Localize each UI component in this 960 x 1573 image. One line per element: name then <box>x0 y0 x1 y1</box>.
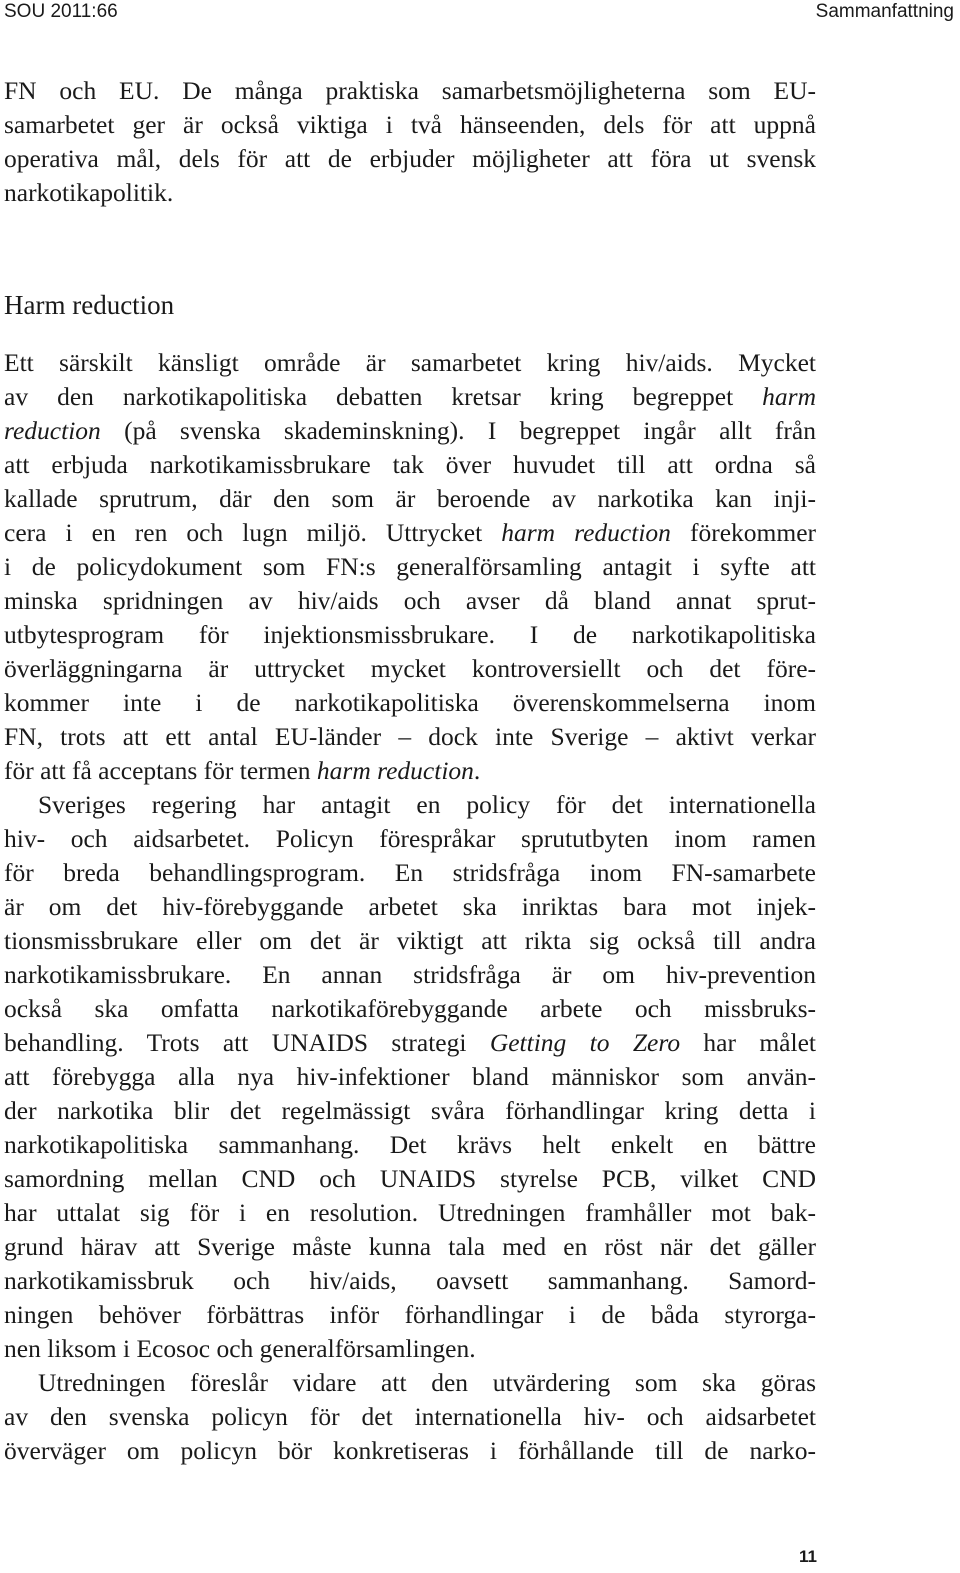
text-line: tionsmissbrukare eller om det är viktigt att rikta sig också till andra <box>4 926 816 955</box>
text-line: av den narkotikapolitiska debatten kretsar kring begreppet harm <box>4 382 816 411</box>
italic-term: reduction <box>4 416 101 445</box>
text-line: minska spridningen av hiv/aids och avser då bland annat sprut- <box>4 586 816 615</box>
italic-title: Getting to Zero <box>489 1028 681 1057</box>
text-line: grund härav att Sverige måste kunna tala med en röst när det gäller <box>4 1232 816 1261</box>
text-line: narkotikapolitik. <box>4 178 174 207</box>
text-line: kommer inte i de narkotikapolitiska överenskommelserna inom <box>4 688 816 717</box>
text-line: samarbetet ger är också viktiga i två hänseenden, dels för att uppnå <box>4 110 816 139</box>
text-line: Sveriges regering har antagit en policy för det internationella <box>38 790 816 819</box>
text-line: att erbjuda narkotikamissbrukare tak över huvudet till att ordna så <box>4 450 816 479</box>
section-title: Sammanfattning <box>815 1 954 22</box>
text-line: överläggningarna är uttrycket mycket kontroversiellt och det före- <box>4 654 816 683</box>
text-line: utbytesprogram för injektionsmissbrukare. I de narkotikapolitiska <box>4 620 816 649</box>
text-line: operativa mål, dels för att de erbjuder möjligheter att föra ut svensk <box>4 144 816 173</box>
italic-term: harm reduction <box>316 756 474 785</box>
text-line: cera i en ren och lugn miljö. Uttrycket harm reduction förekommer <box>4 518 817 547</box>
page-number: 11 <box>799 1547 817 1566</box>
text-line: nen liksom i Ecosoc och generalförsamlingen. <box>4 1334 476 1363</box>
text-line: narkotikamissbruk och hiv/aids, oavsett sammanhang. Samord- <box>4 1266 816 1295</box>
text-line: samordning mellan CND och UNAIDS styrelse PCB, vilket CND <box>4 1164 816 1193</box>
section-heading: Harm reduction <box>4 290 175 320</box>
text-line: behandling. Trots att UNAIDS strategi Getting to Zero har målet <box>4 1028 816 1057</box>
text-line: kallade sprutrum, där den som är beroende av narkotika kan inji- <box>4 484 816 513</box>
text-line: der narkotika blir det regelmässigt svåra förhandlingar kring detta i <box>4 1096 816 1125</box>
text-line: narkotikamissbrukare. En annan stridsfråga är om hiv-prevention <box>4 960 816 989</box>
text-line: av den svenska policyn för det internationella hiv- och aidsarbetet <box>4 1402 816 1431</box>
text-line: i de policydokument som FN:s generalförsamling antagit i syfte att <box>4 552 816 581</box>
italic-term: harm reduction <box>501 518 671 547</box>
intro-paragraph <box>4 74 816 210</box>
text-line: är om det hiv-förebyggande arbetet ska inriktas bara mot injek- <box>4 892 816 921</box>
text-line: narkotikapolitiska sammanhang. Det krävs helt enkelt en bättre <box>4 1130 816 1159</box>
italic-term: harm <box>762 382 816 411</box>
document-id: SOU 2011:66 <box>4 1 118 22</box>
text-line: för att få acceptans för termen harm reduction. <box>4 756 481 785</box>
paragraph-harm-reduction <box>4 346 816 1468</box>
text-line: överväger om policyn bör konkretiseras i förhållande till de narko- <box>4 1436 816 1465</box>
text-line: också ska omfatta narkotikaförebyggande arbete och missbruks- <box>4 994 816 1023</box>
text-line: att förebygga alla nya hiv-infektioner bland människor som använ- <box>4 1062 816 1091</box>
text-line: reduction (på svenska skademinskning). I begreppet ingår allt från <box>4 416 816 445</box>
text-line: Utredningen föreslår vidare att den utvärdering som ska göras <box>38 1368 816 1397</box>
text-line: FN, trots att ett antal EU-länder – dock inte Sverige – aktivt verkar <box>4 722 816 751</box>
text-line: FN och EU. De många praktiska samarbetsmöjligheterna som EU- <box>4 76 816 105</box>
text-line: har uttalat sig för i en resolution. Utredningen framhåller mot bak- <box>4 1198 816 1227</box>
text-line: ningen behöver förbättras inför förhandlingar i de båda styrorga- <box>4 1300 816 1329</box>
text-line: Ett särskilt känsligt område är samarbetet kring hiv/aids. Mycket <box>4 348 816 377</box>
text-line: för breda behandlingsprogram. En stridsfråga inom FN-samarbete <box>4 858 816 887</box>
text-line: hiv- och aidsarbetet. Policyn förespråkar sprututbyten inom ramen <box>4 824 816 853</box>
